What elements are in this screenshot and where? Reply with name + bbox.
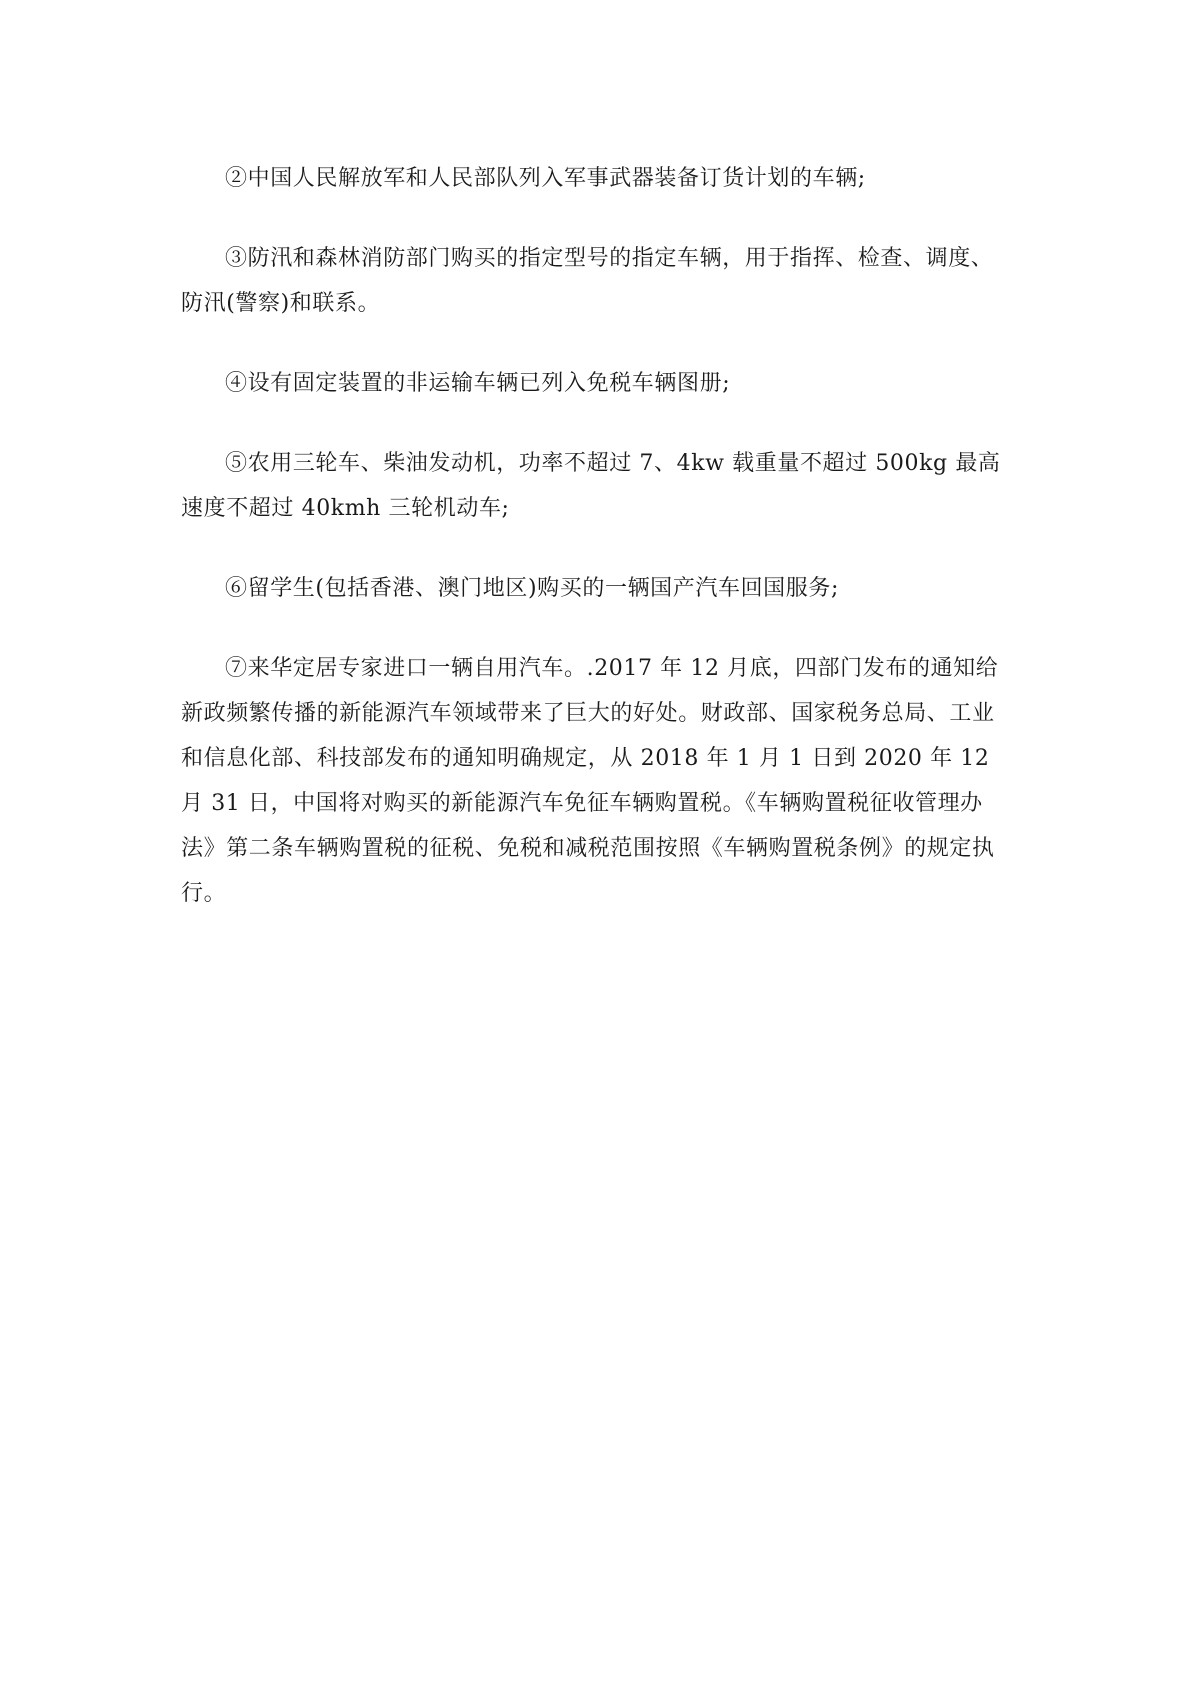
- document-body: [181, 156, 1011, 951]
- paragraph-item-4: ④设有固定装置的非运输车辆已列入免税车辆图册;: [225, 371, 731, 396]
- paragraph-item-3: ③防汛和森林消防部门购买的指定型号的指定车辆，用于指挥、检查、调度、防汛(警察)和联系。: [181, 246, 994, 316]
- paragraph-item-6: ⑥留学生(包括香港、澳门地区)购买的一辆国产汽车回国服务;: [225, 576, 839, 601]
- paragraph-item-7: ⑦来华定居专家进口一辆自用汽车。.2017 年 12 月底，四部门发布的通知给新政频繁传播的新能源汽车领域带来了巨大的好处。财政部、国家税务总局、工业和信息化部、科技部发布的通知明确规定，从 2018 年 1 月 1 日到 2020 年 12 月 31 日，中国将对购买的新能源汽车免征车辆购置税。《车辆购置税征收管理办法》第二条车辆购置税的征税、免税和减税范围按照《车辆购置税条例》的规定执行。: [181, 656, 999, 906]
- paragraph-item-5: ⑤农用三轮车、柴油发动机，功率不超过 7、4kw 载重量不超过 500kg 最高速度不超过 40kmh 三轮机动车;: [181, 451, 1001, 521]
- paragraph-item-2: ②中国人民解放军和人民部队列入军事武器装备订货计划的车辆;: [225, 166, 866, 191]
